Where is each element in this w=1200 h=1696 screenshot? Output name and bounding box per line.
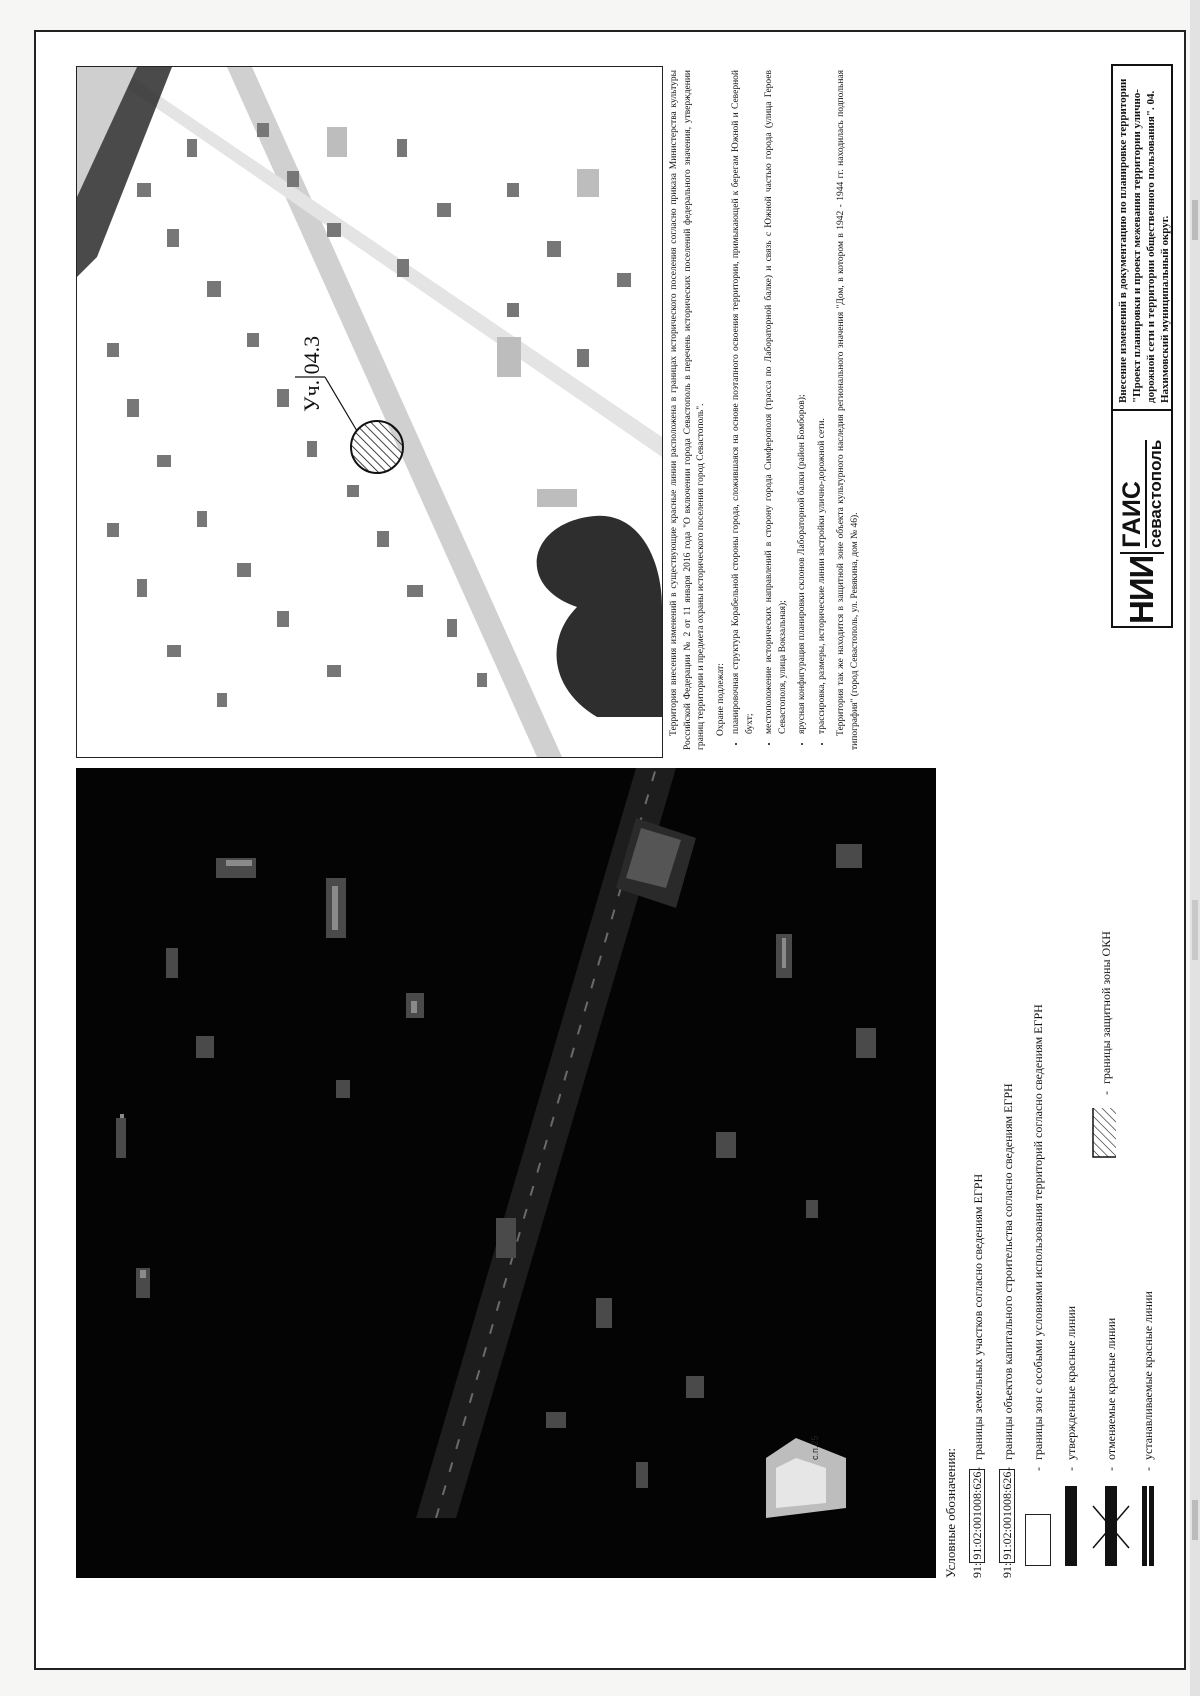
title-block-text: Внесение изменений в документацию по планировке территории "Проект планировки и проект межевания территории улично-дорожной сети и территории общественного пользования". 04. Нахимовский муниципальный округ. [1117, 78, 1171, 403]
legend-title: Условные обозначения: [943, 1447, 958, 1578]
legend-row-approved-lines: - утвержденные красные линии [1056, 1306, 1086, 1578]
organization-logo [1113, 409, 1171, 626]
location-map-panel [76, 66, 663, 758]
cadastral-label-symbol: 91:91:02:001008:626 [994, 1478, 1022, 1578]
aerial-label-plot: с.п.25 [810, 1435, 820, 1460]
legend-row-special-zones: - границы зон с особыми условиями использования территорий согласно сведениям ЕГРН [1023, 1004, 1053, 1578]
note-bullets [730, 70, 829, 750]
note-bullet: • планировочная структура Корабельной стороны города, сложившаяся на основе поэтапного освоения территории, примыкающей к берегам Южной и Северной бухт; [730, 70, 757, 734]
approved-line-symbol [1057, 1478, 1085, 1578]
new-line-symbol [1134, 1478, 1162, 1578]
legend-text: утвержденные красные линии [1063, 1305, 1078, 1460]
plot-marker [351, 421, 403, 473]
legend-row-buildings: 91:91:02:001008:626 - границы объектов капитального строительства согласно сведениям ЕГРН [993, 1083, 1023, 1578]
plot-label: Уч. 04.3 [299, 335, 324, 412]
logo-city: севастополь [1146, 439, 1165, 548]
legend-row-cancelled-lines: - отменяемые красные линии [1091, 1318, 1131, 1578]
location-map [77, 67, 662, 757]
legend [941, 758, 1166, 1578]
heritage-note [668, 70, 864, 750]
legend-text: отменяемые красные линии [1103, 1317, 1118, 1460]
note-protect-title: Охране подлежат: [715, 663, 726, 736]
legend-text: устанавливаемые красные линии [1140, 1291, 1155, 1460]
title-block [1111, 64, 1173, 628]
cadastral-label-symbol: 91:91:02:001008:626 [964, 1478, 992, 1578]
note-paragraph-2: Территория так же находится в защитной зоне объекта культурного наследия регионального значения "Дом, в котором в 1942 - 1944 гг. находилась подпольная типография" (город Севастополь, ул. Ревякина, дом № 46). [836, 70, 860, 750]
aerial-photo-panel [76, 768, 936, 1578]
note-bullet: • местоположение исторических направлений в сторону города Симферополя (трасса по Лабораторной балке) и связь с Южной частью города (улица Героев Севастополя, улица Вокзальная); [763, 70, 790, 734]
note-bullet: • ярусная конфигурация планировки склонов Лабораторной балки (район Бомборов); [796, 70, 810, 734]
legend-row-land-plots: 91:91:02:001008:626 - границы земельных участков согласно сведениям ЕГРН [963, 1174, 993, 1578]
okn-zone-symbol [1092, 1102, 1120, 1158]
cadastral-number: 91:02:001008:626 [969, 1469, 985, 1563]
scan-edge-noise [1186, 0, 1200, 1696]
cadastral-number: 91:02:001008:626 [999, 1469, 1015, 1563]
drawing-sheet [36, 32, 1184, 1668]
legend-text: границы объектов капитального строительства согласно сведениям ЕГРН [1000, 1083, 1015, 1460]
logo-gais: ГАИС [1120, 440, 1147, 548]
note-paragraph-1: Территория внесения изменений в существующие красные линии расположена в границах исторического поселения согласно приказа Министерства культуры Российской Федерации № 2 от 11 января 2016 года "О включении города Севастополь в перечень исторических поселений федерального значения, утверждении границ территории и предмета охраны исторического поселения город Севастополь". [669, 70, 706, 750]
zone-box-symbol [1024, 1478, 1052, 1578]
aerial-photo [76, 768, 936, 1578]
legend-text: границы защитной зоны ОКН [1098, 931, 1113, 1084]
note-bullet: • трассировка, размеры, исторические линии застройки улично-дорожной сети. [816, 70, 830, 734]
legend-row-okn-zone: - границы защитной зоны ОКН [1091, 931, 1121, 1158]
cancelled-line-symbol [1091, 1478, 1131, 1578]
legend-text: границы земельных участков согласно сведениям ЕГРН [970, 1173, 985, 1460]
logo-nii: НИИ [1123, 555, 1160, 624]
legend-text: границы зон с особыми условиями использования территорий согласно сведениям ЕГРН [1030, 1004, 1045, 1460]
legend-row-new-lines: - устанавливаемые красные линии [1133, 1291, 1163, 1578]
